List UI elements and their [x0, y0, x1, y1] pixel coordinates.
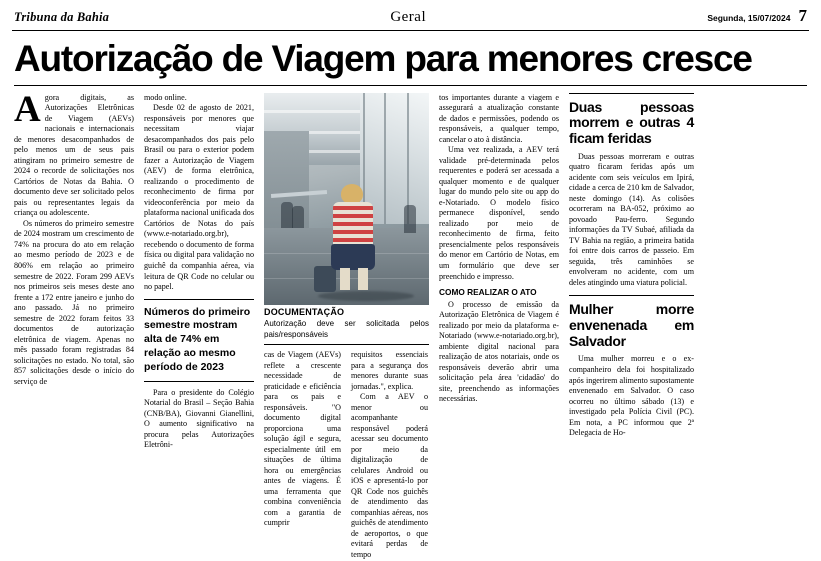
paragraph: tos importantes durante a viagem e assegurará a atualização constante de dados e permissões, podendo os responsáveis, a qualquer tempo, cancelar o ato à distância.	[439, 92, 559, 144]
publication-name: Tribuna da Bahia	[14, 10, 110, 24]
page-number: 7	[798, 6, 807, 25]
airport-terminal-child-photo	[264, 93, 429, 305]
photo-figure	[264, 93, 429, 345]
paragraph: O processo de emissão da Autorização Eletrônica de Viagem é realizado por meio da plataforma e-Notariado (www.e-notariado.org.br), ambiente digital nacional para realização de atos notariais, onde os responsáveis deverão abrir uma solicitação pela área 'cidadão' do site, preenchendo as informações necessárias.	[439, 299, 559, 404]
photo-caption-title: DOCUMENTAÇÃO	[264, 306, 345, 317]
drop-cap: A	[14, 88, 41, 130]
photo-child-torso	[333, 202, 373, 248]
paragraph: modo online.	[144, 92, 187, 102]
article-body	[12, 88, 809, 559]
photo-background-person	[292, 206, 304, 228]
headline-divider	[14, 85, 807, 86]
photo-child-leg	[340, 268, 350, 290]
paragraph: requisitos essenciais para a segurança dos menores durante suas jornadas.", explica.	[351, 350, 428, 391]
photo-background-person	[281, 202, 293, 228]
photo-child-head	[341, 184, 363, 204]
paragraph: Uma vez realizada, a AEV terá validade pré-determinada pelos requerentes e poderá ser acessada a qualquer momento e de qualquer lugar do mundo pelo site ou app do e-Notariado. O modelo físico permanece disponível, sendo realizado por meio de reconhecimento de firma, feito presencialmente pelos responsáveis do menor em Cartório de Notas, em um formulário que deve ser preenchido e impresso.	[439, 145, 559, 281]
issue-date: Segunda, 15/07/2024	[707, 13, 791, 23]
column-2	[144, 93, 254, 478]
paragraph: cas de Viagem (AEVs) reflete a crescente necessidade de praticidade e eficiência para os pais e responsáveis. "O documento digital proporciona uma solução ágil e segura, especialmente útil em situações de última hora ou emergências antes de viagens. É uma ferramenta que combina conveniência com a garantia de cumprir	[264, 350, 341, 528]
paragraph: Desde 02 de agosto de 2021, responsáveis por menores que necessitam viajar desacompanhados dos pais pelo Brasil ou para o exterior podem fazer a Autorização de Viagem (AEV) de forma eletrônica, realizando o procedimento de reconhecimento de firma por videoconferência por meio da plataforma nacional unificada dos Cartórios de Notas do país (www.e-notariado.org.br), recebendo o documento de forma física ou digital para validação no guichê da companhia aérea, via leitura de QR Code no celular ou no papel.	[144, 103, 254, 292]
sidebar-story-2-text: Uma mulher morreu e o ex-companheiro dela foi hospitalizado após ingerirem alimento supostamente envenenado em Salvador. O caso ocorreu no último sábado (13) e investigado pela Polícia Civil (PC). Em nota, a PC informou que 2ª Delegacia de Ho-	[569, 354, 694, 438]
sidebar-divider	[569, 295, 694, 296]
paragraph: Para o presidente do Colégio Notarial do Brasil – Seção Bahia (CNB/BA), Giovanni Gianellini, O aumento significativo na procura pelas Autorizações Eletrôni-	[144, 387, 254, 450]
section-name: Geral	[390, 9, 427, 25]
column-3	[264, 93, 429, 559]
photo-child-leg	[358, 268, 368, 290]
column-4	[439, 93, 559, 478]
paragraph: Com a AEV o menor ou acompanhante responsável poderá acessar seu documento por meio da digitalização de celulares Android ou iOS e apresentá-lo por QR Code nos guichês de atendimento das companhias aéreas, nos guichês de atendimento de aeroportos, o que evitará perdas de tempo	[351, 392, 428, 559]
article-headline: Autorização de Viagem para menores cresce	[14, 38, 752, 79]
paragraph-text: gora digitais, as Autorizações Eletrônicas de Viagem (AEVs) nacionais e internacionais de menores desacompanhados de pelo menos um de seus pais atingiram no primeiro semestre de 2024 o recorde de solicitações nos Cartórios de Notas da Bahia. O documento deve ser solicitado pelos pais ou representantes legais da criança ou adolescente.	[14, 92, 134, 218]
section-subheading: COMO REALIZAR O ATO	[439, 287, 537, 298]
paragraph: Os números do primeiro semestre de 2024 mostram um crescimento de 74% na procura do ato em relação ao mesmo período de 2023 e de 806% em relação ao primeiro semestre de 2022. Foram 299 AEVs nos primeiros seis meses deste ano frente a 172 entre janeiro e junho do ano passado. Já no primeiro semestre de 2022 foram feitos 33 documentos de autorização eletrônica de viagem. Apenas no mês passado foram registradas 84 solicitações no estado. No total, são 857 solicitações desde o início do serviço de	[14, 218, 134, 386]
column-1	[14, 88, 134, 478]
pull-quote: Números do primeiro semestre mostram alta de 74% em relação ao mesmo período de 2023	[144, 299, 254, 382]
sidebar-divider	[569, 93, 694, 94]
masthead-right	[707, 6, 807, 26]
sidebar-story-1-headline: Duas pessoas morrem e outras 4 ficam feridas	[569, 98, 694, 147]
sidebar-column	[569, 93, 694, 478]
photo-child-figure	[323, 184, 391, 296]
photo-caption-text: Autorização deve ser solicitada pelos pais/responsáveis	[264, 319, 429, 345]
photo-background-person	[404, 205, 416, 233]
masthead	[12, 0, 809, 31]
sidebar-story-2-headline: Mulher morre envenenada em Salvador	[569, 301, 694, 349]
photo-child-skirt	[331, 244, 375, 270]
lead-paragraph	[14, 88, 134, 219]
sidebar-story-1-text: Duas pessoas morreram e outras quatro ficaram feridas após um acidente com seis veículos em Ipirá, cidade a cerca de 210 km de Salvador, neste domingo (14). As colisões ocorreram na BA-052, próximo ao povoado Pau-ferro. Segundo informações da TV Subaé, afiliada da TV Bahia na região, a primeira batida foi entre dois carros de passeio. Em seguida, três caminhões se envolveram no acidente, com um deles atingindo uma viatura policial.	[569, 151, 694, 287]
